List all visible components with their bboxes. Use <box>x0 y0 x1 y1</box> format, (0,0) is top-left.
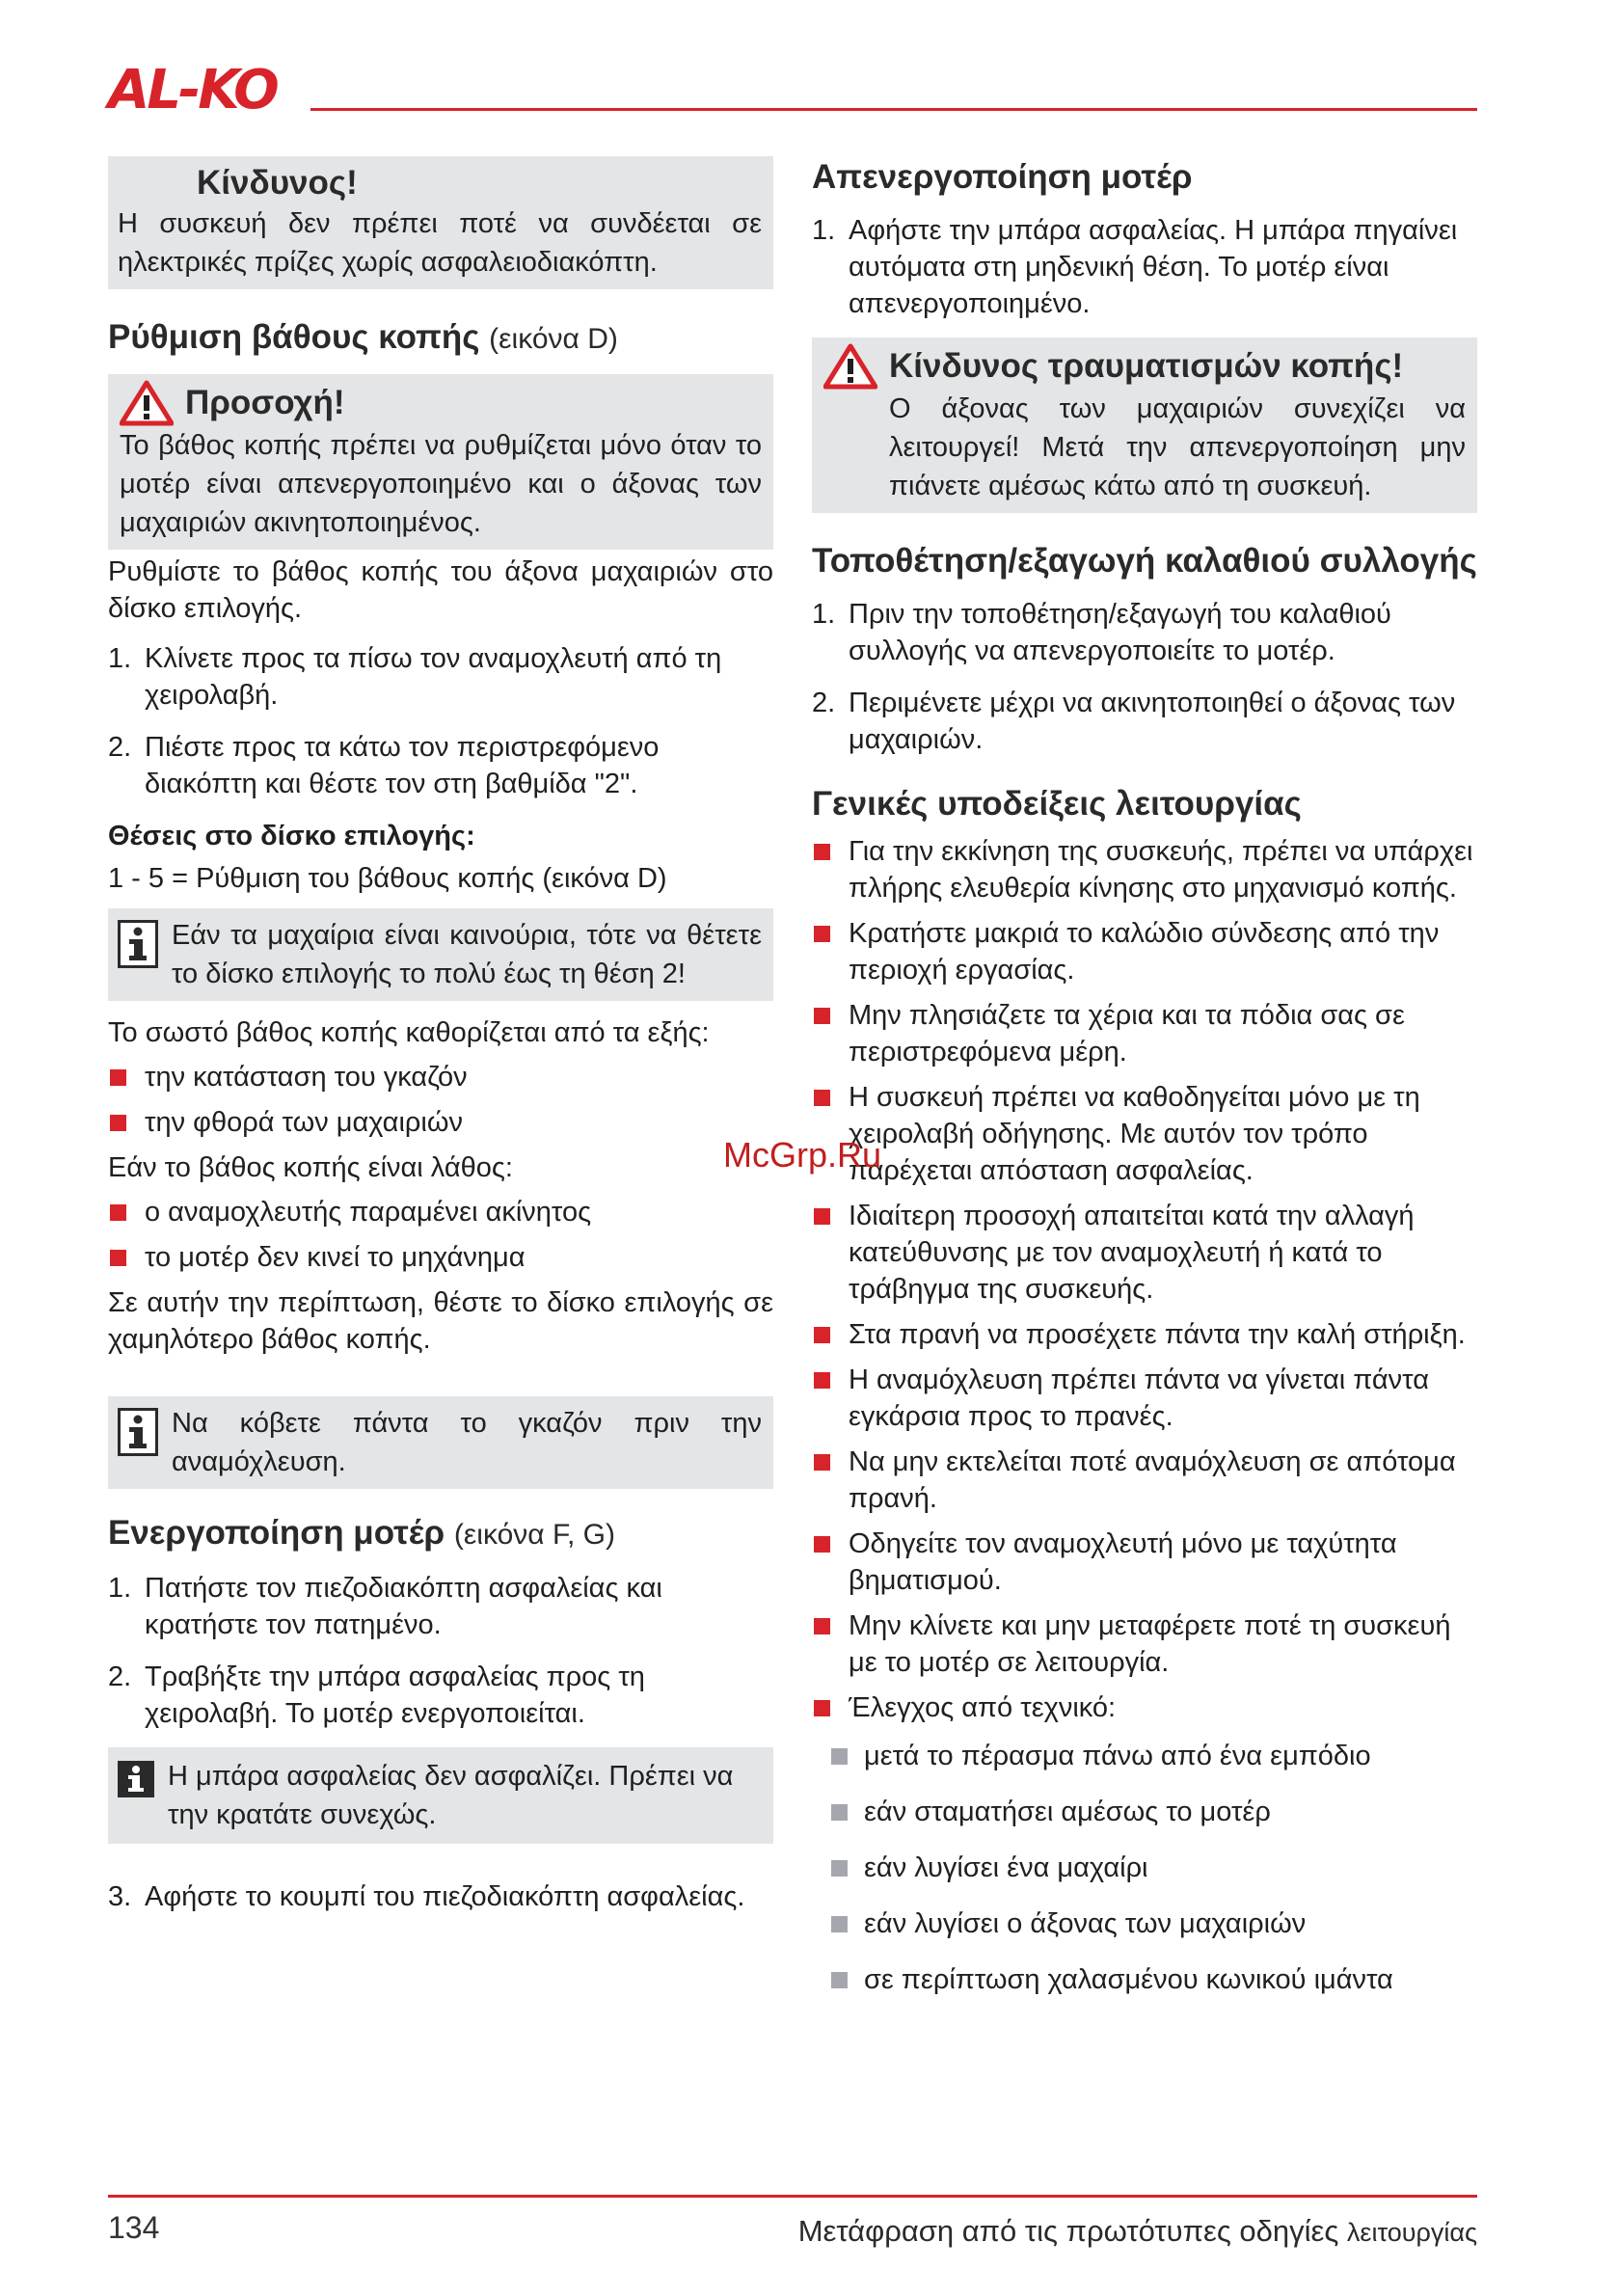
footer-rule <box>108 2195 1477 2198</box>
start-step-3 <box>108 1878 773 1915</box>
info-icon <box>118 920 158 968</box>
basket-steps <box>812 596 1477 758</box>
start-heading: Ενεργοποίηση μοτέρ (εικόνα F, G) <box>108 1514 615 1552</box>
danger-box <box>108 156 773 289</box>
wrong-depth-list <box>108 1194 773 1276</box>
list-item: ο αναμοχλευτής παραμένει ακίνητος <box>108 1194 773 1230</box>
list-item: Ιδιαίτερη προσοχή απαιτείται κατά την αλλαγή κατεύθυνσης με τον αναμοχλευτή ή κατά το τράβηγμα της συσκευής. <box>812 1198 1477 1308</box>
correct-depth-intro: Το σωστό βάθος κοπής καθορίζεται από τα εξής: <box>108 1017 710 1048</box>
list-item: Έλεγχος από τεχνικό: <box>812 1689 1477 1726</box>
list-item: 2. Πιέστε προς τα κάτω τον περιστρεφόμενο διακόπτη και θέστε τον στη βαθμίδα "2". <box>108 732 660 799</box>
info-box <box>108 908 773 1001</box>
injury-danger-box <box>812 338 1477 513</box>
watermark: McGrp.Ru <box>723 1135 882 1175</box>
caution-text: Το βάθος κοπής πρέπει να ρυθμίζεται μόνο όταν το μοτέρ είναι απενεργοποιημένο και ο άξονας των μαχαιριών ακινητοποιημένος. <box>120 430 762 538</box>
caution-title: Προσοχή! <box>185 384 345 421</box>
page-number: 134 <box>108 2210 160 2245</box>
injury-danger-title: Κίνδυνος τραυματισμών κοπής! <box>889 347 1404 385</box>
wrong-depth-intro: Εάν το βάθος κοπής είναι λάθος: <box>108 1152 513 1183</box>
list-item: 1. Αφήστε την μπάρα ασφαλείας. Η μπάρα πηγαίνει αυτόματα στη μηδενική θέση. Το μοτέρ είναι απενεργοποιημένο. <box>812 215 1458 319</box>
list-item: 1. Πατήστε τον πιεζοδιακόπτη ασφαλείας και κρατήστε τον πατημένο. <box>108 1573 662 1640</box>
info-text: Εάν τα μαχαίρια είναι καινούρια, τότε να θέτετε το δίσκο επιλογής το πολύ έως τη θέση 2! <box>172 920 762 989</box>
wrong-depth-advice: Σε αυτήν την περίπτωση, θέστε το δίσκο επιλογής σε χαμηλότερο βάθος κοπής. <box>108 1287 773 1355</box>
list-item: Στα πρανή να προσέχετε πάντα την καλή στήριξη. <box>812 1316 1477 1353</box>
technician-check-list <box>812 1738 1477 1998</box>
danger-text: Η συσκευή δεν πρέπει ποτέ να συνδέεται σε ηλεκτρικές πρίζες χωρίς ασφαλειοδιακόπτη. <box>118 208 762 278</box>
basket-heading: Τοποθέτηση/εξαγωγή καλαθιού συλλογής <box>812 542 1477 580</box>
info-box <box>108 1396 773 1489</box>
general-list <box>812 833 1477 1726</box>
left-column <box>108 156 773 1931</box>
caution-box <box>108 374 773 550</box>
info-box <box>108 1747 773 1844</box>
list-item: Κρατήστε μακριά το καλώδιο σύνδεσης από την περιοχή εργασίας. <box>812 915 1477 988</box>
list-item: εάν λυγίσει ο άξονας των μαχαιριών <box>812 1905 1477 1942</box>
list-item: Για την εκκίνηση της συσκευής, πρέπει να υπάρχει πλήρης ελευθερία κίνησης στο μηχανισμό κοπής. <box>812 833 1477 906</box>
info-text: Να κόβετε πάντα το γκαζόν πριν την αναμόχλευση. <box>172 1408 762 1477</box>
footer-text: Μετάφραση από τις πρωτότυπες οδηγίες λειτουργίας <box>797 2214 1477 2248</box>
list-item: την φθορά των μαχαιριών <box>108 1104 773 1141</box>
warning-icon <box>120 380 174 426</box>
list-item: εάν σταματήσει αμέσως το μοτέρ <box>812 1794 1477 1830</box>
header-rule <box>310 108 1477 111</box>
depth-steps <box>108 640 773 802</box>
danger-title: Κίνδυνος! <box>197 164 358 202</box>
right-column <box>812 156 1477 2017</box>
list-item: 3. Αφήστε το κουμπί του πιεζοδιακόπτη ασφαλείας. <box>108 1881 745 1912</box>
info-icon <box>118 1761 154 1797</box>
info-icon <box>118 1408 158 1456</box>
injury-danger-text: Ο άξονας των μαχαιριών συνεχίζει να λειτουργεί! Μετά την απενεργοποίηση μην πιάνετε αμέσως κάτω από τη συσκευή. <box>889 393 1466 501</box>
info-text: Η μπάρα ασφαλείας δεν ασφαλίζει. Πρέπει να την κρατάτε συνεχώς. <box>168 1761 734 1830</box>
list-item: Μην πλησιάζετε τα χέρια και τα πόδια σας σε περιστρεφόμενα μέρη. <box>812 997 1477 1070</box>
list-item: Να μην εκτελείται ποτέ αναμόχλευση σε απότομα πρανή. <box>812 1444 1477 1517</box>
list-item: μετά το πέρασμα πάνω από ένα εμπόδιο <box>812 1738 1477 1774</box>
list-item: 1. Πριν την τοποθέτηση/εξαγωγή του καλαθιού συλλογής να απενεργοποιείτε το μοτέρ. <box>812 599 1391 666</box>
warning-icon <box>823 343 877 390</box>
list-item: το μοτέρ δεν κινεί το μηχάνημα <box>108 1239 773 1276</box>
depth-heading: Ρύθμιση βάθους κοπής (εικόνα D) <box>108 318 618 356</box>
list-item: την κατάσταση του γκαζόν <box>108 1059 773 1095</box>
list-item: 2. Τραβήξτε την μπάρα ασφαλείας προς τη χειρολαβή. Το μοτέρ ενεργοποιείται. <box>108 1661 645 1729</box>
start-steps <box>108 1570 773 1732</box>
alko-logo: AL-KO <box>108 59 277 122</box>
depth-intro: Ρυθμίστε το βάθος κοπής του άξονα μαχαιριών στο δίσκο επιλογής. <box>108 556 773 624</box>
list-item: Οδηγείτε τον αναμοχλευτή μόνο με ταχύτητα βηματισμού. <box>812 1526 1477 1599</box>
list-item: Μην κλίνετε και μην μεταφέρετε ποτέ τη συσκευή με το μοτέρ σε λειτουργία. <box>812 1607 1477 1681</box>
list-item: Η συσκευή πρέπει να καθοδηγείται μόνο με τη χειρολαβή οδήγησης. Με αυτόν τον τρόπο παρέχεται απόσταση ασφαλείας. <box>812 1079 1477 1189</box>
general-heading: Γενικές υποδείξεις λειτουργίας <box>812 785 1302 823</box>
positions-heading: Θέσεις στο δίσκο επιλογής: <box>108 821 475 851</box>
list-item: Η αναμόχλευση πρέπει πάντα να γίνεται πάντα εγκάρσια προς το πρανές. <box>812 1362 1477 1435</box>
list-item: 1. Κλίνετε προς τα πίσω τον αναμοχλευτή από τη χειρολαβή. <box>108 643 722 711</box>
list-item: σε περίπτωση χαλασμένου κωνικού ιμάντα <box>812 1961 1477 1998</box>
correct-depth-list <box>108 1059 773 1141</box>
list-item: 2. Περιμένετε μέχρι να ακινητοποιηθεί ο άξονας των μαχαιριών. <box>812 688 1456 755</box>
positions-text: 1 - 5 = Ρύθμιση του βάθους κοπής (εικόνα D) <box>108 863 667 894</box>
page-header <box>108 59 1477 122</box>
list-item: εάν λυγίσει ένα μαχαίρι <box>812 1850 1477 1886</box>
stop-steps <box>812 212 1477 322</box>
stop-heading: Απενεργοποίηση μοτέρ <box>812 158 1193 196</box>
